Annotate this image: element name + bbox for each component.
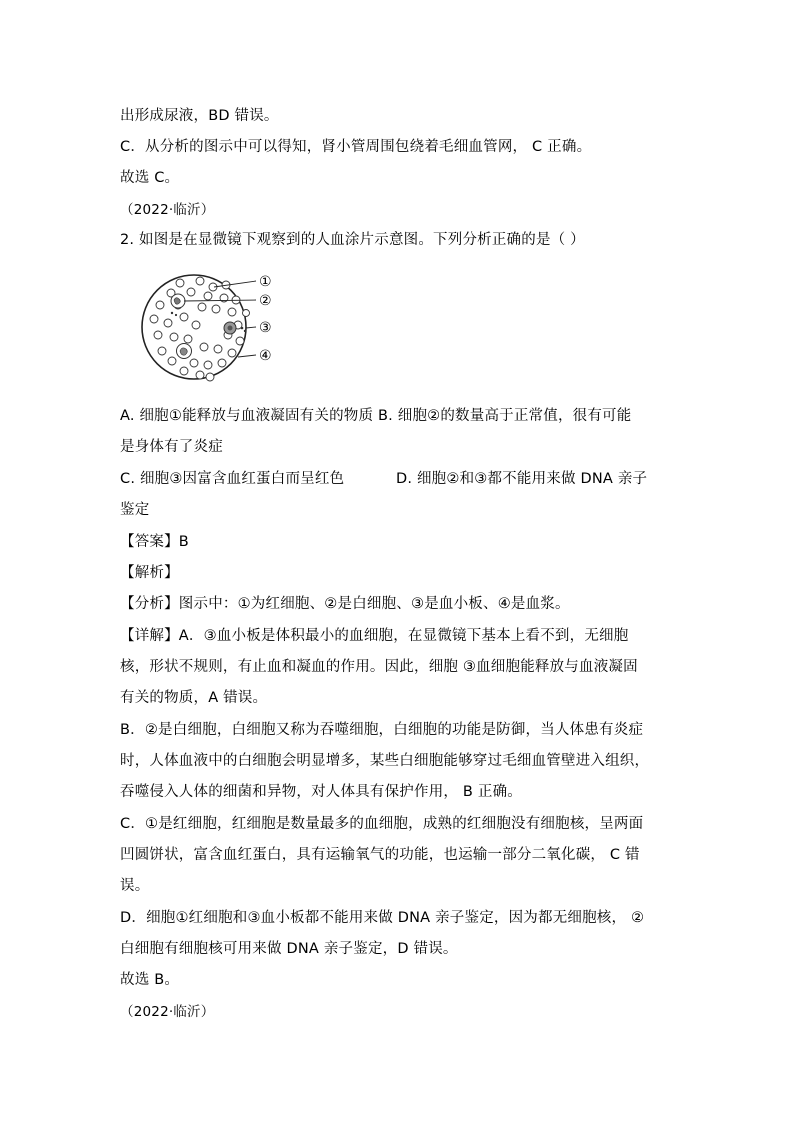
question-stem: 2. 如图是在显微镜下观察到的人血涂片示意图。下列分析正确的是（ ） <box>120 232 585 248</box>
detail-c-3: 误。 <box>120 878 150 894</box>
diagram-label-3: ③ <box>259 320 272 336</box>
detail-a-2: 核，形状不规则，有止血和凝血的作用。因此，细胞 ③血细胞能释放与血液凝固 <box>120 659 638 675</box>
analysis-header: 【解析】 <box>120 565 179 581</box>
source-tag-2: （2022·临沂） <box>120 1004 215 1020</box>
detail-a-1: 【详解】A．③血小板是体积最小的血细胞，在显微镜下基本上看不到，无细胞 <box>120 628 629 644</box>
text-line-2: C．从分析的图示中可以得知，肾小管周围包绕着毛细血管网， C 正确。 <box>120 139 592 155</box>
diagram-label-4: ④ <box>259 348 272 364</box>
text-line-1: 出形成尿液，BD 错误。 <box>120 108 279 124</box>
analysis: 【分析】图示中：①为红细胞、②是白细胞、③是血小板、④是血浆。 <box>120 596 570 612</box>
detail-b-1: B．②是白细胞，白细胞又称为吞噬细胞，白细胞的功能是防御，当人体患有炎症 <box>120 722 644 738</box>
detail-d-2: 白细胞有细胞核可用来做 DNA 亲子鉴定，D 错误。 <box>120 941 458 957</box>
diagram-label-2: ② <box>259 293 272 309</box>
answer: 【答案】B <box>120 534 189 550</box>
option-d-continued: 鉴定 <box>120 502 150 518</box>
blood-smear-diagram <box>138 265 298 389</box>
detail-c-1: C．①是红细胞，红细胞是数量最多的血细胞，成熟的红细胞没有细胞核，呈两面 <box>120 816 644 832</box>
detail-d-1: D．细胞①红细胞和③血小板都不能用来做 DNA 亲子鉴定，因为都无细胞核， ② <box>120 910 645 926</box>
option-c: C. 细胞③因富含血红蛋白而呈红色 <box>120 471 345 487</box>
option-b-continued: 是身体有了炎症 <box>120 439 223 455</box>
source-tag-1: （2022·临沂） <box>120 202 215 218</box>
detail-b-3: 吞噬侵入人体的细菌和异物，对人体具有保护作用， B 正确。 <box>120 784 522 800</box>
diagram-label-1: ① <box>259 274 272 290</box>
option-d: D. 细胞②和③都不能用来做 DNA 亲子 <box>396 471 648 487</box>
detail-c-2: 凹圆饼状，富含血红蛋白，具有运输氧气的功能，也运输一部分二氧化碳， C 错 <box>120 847 640 863</box>
detail-b-2: 时，人体血液中的白细胞会明显增多，某些白细胞能够穿过毛细血管壁进入组织， <box>120 753 650 769</box>
text-line-3: 故选 C。 <box>120 170 180 186</box>
option-a-b: A. 细胞①能释放与血液凝固有关的物质 B. 细胞②的数量高于正常值，很有可能 <box>120 408 632 424</box>
detail-a-3: 有关的物质，A 错误。 <box>120 690 268 706</box>
final-answer: 故选 B。 <box>120 972 180 988</box>
